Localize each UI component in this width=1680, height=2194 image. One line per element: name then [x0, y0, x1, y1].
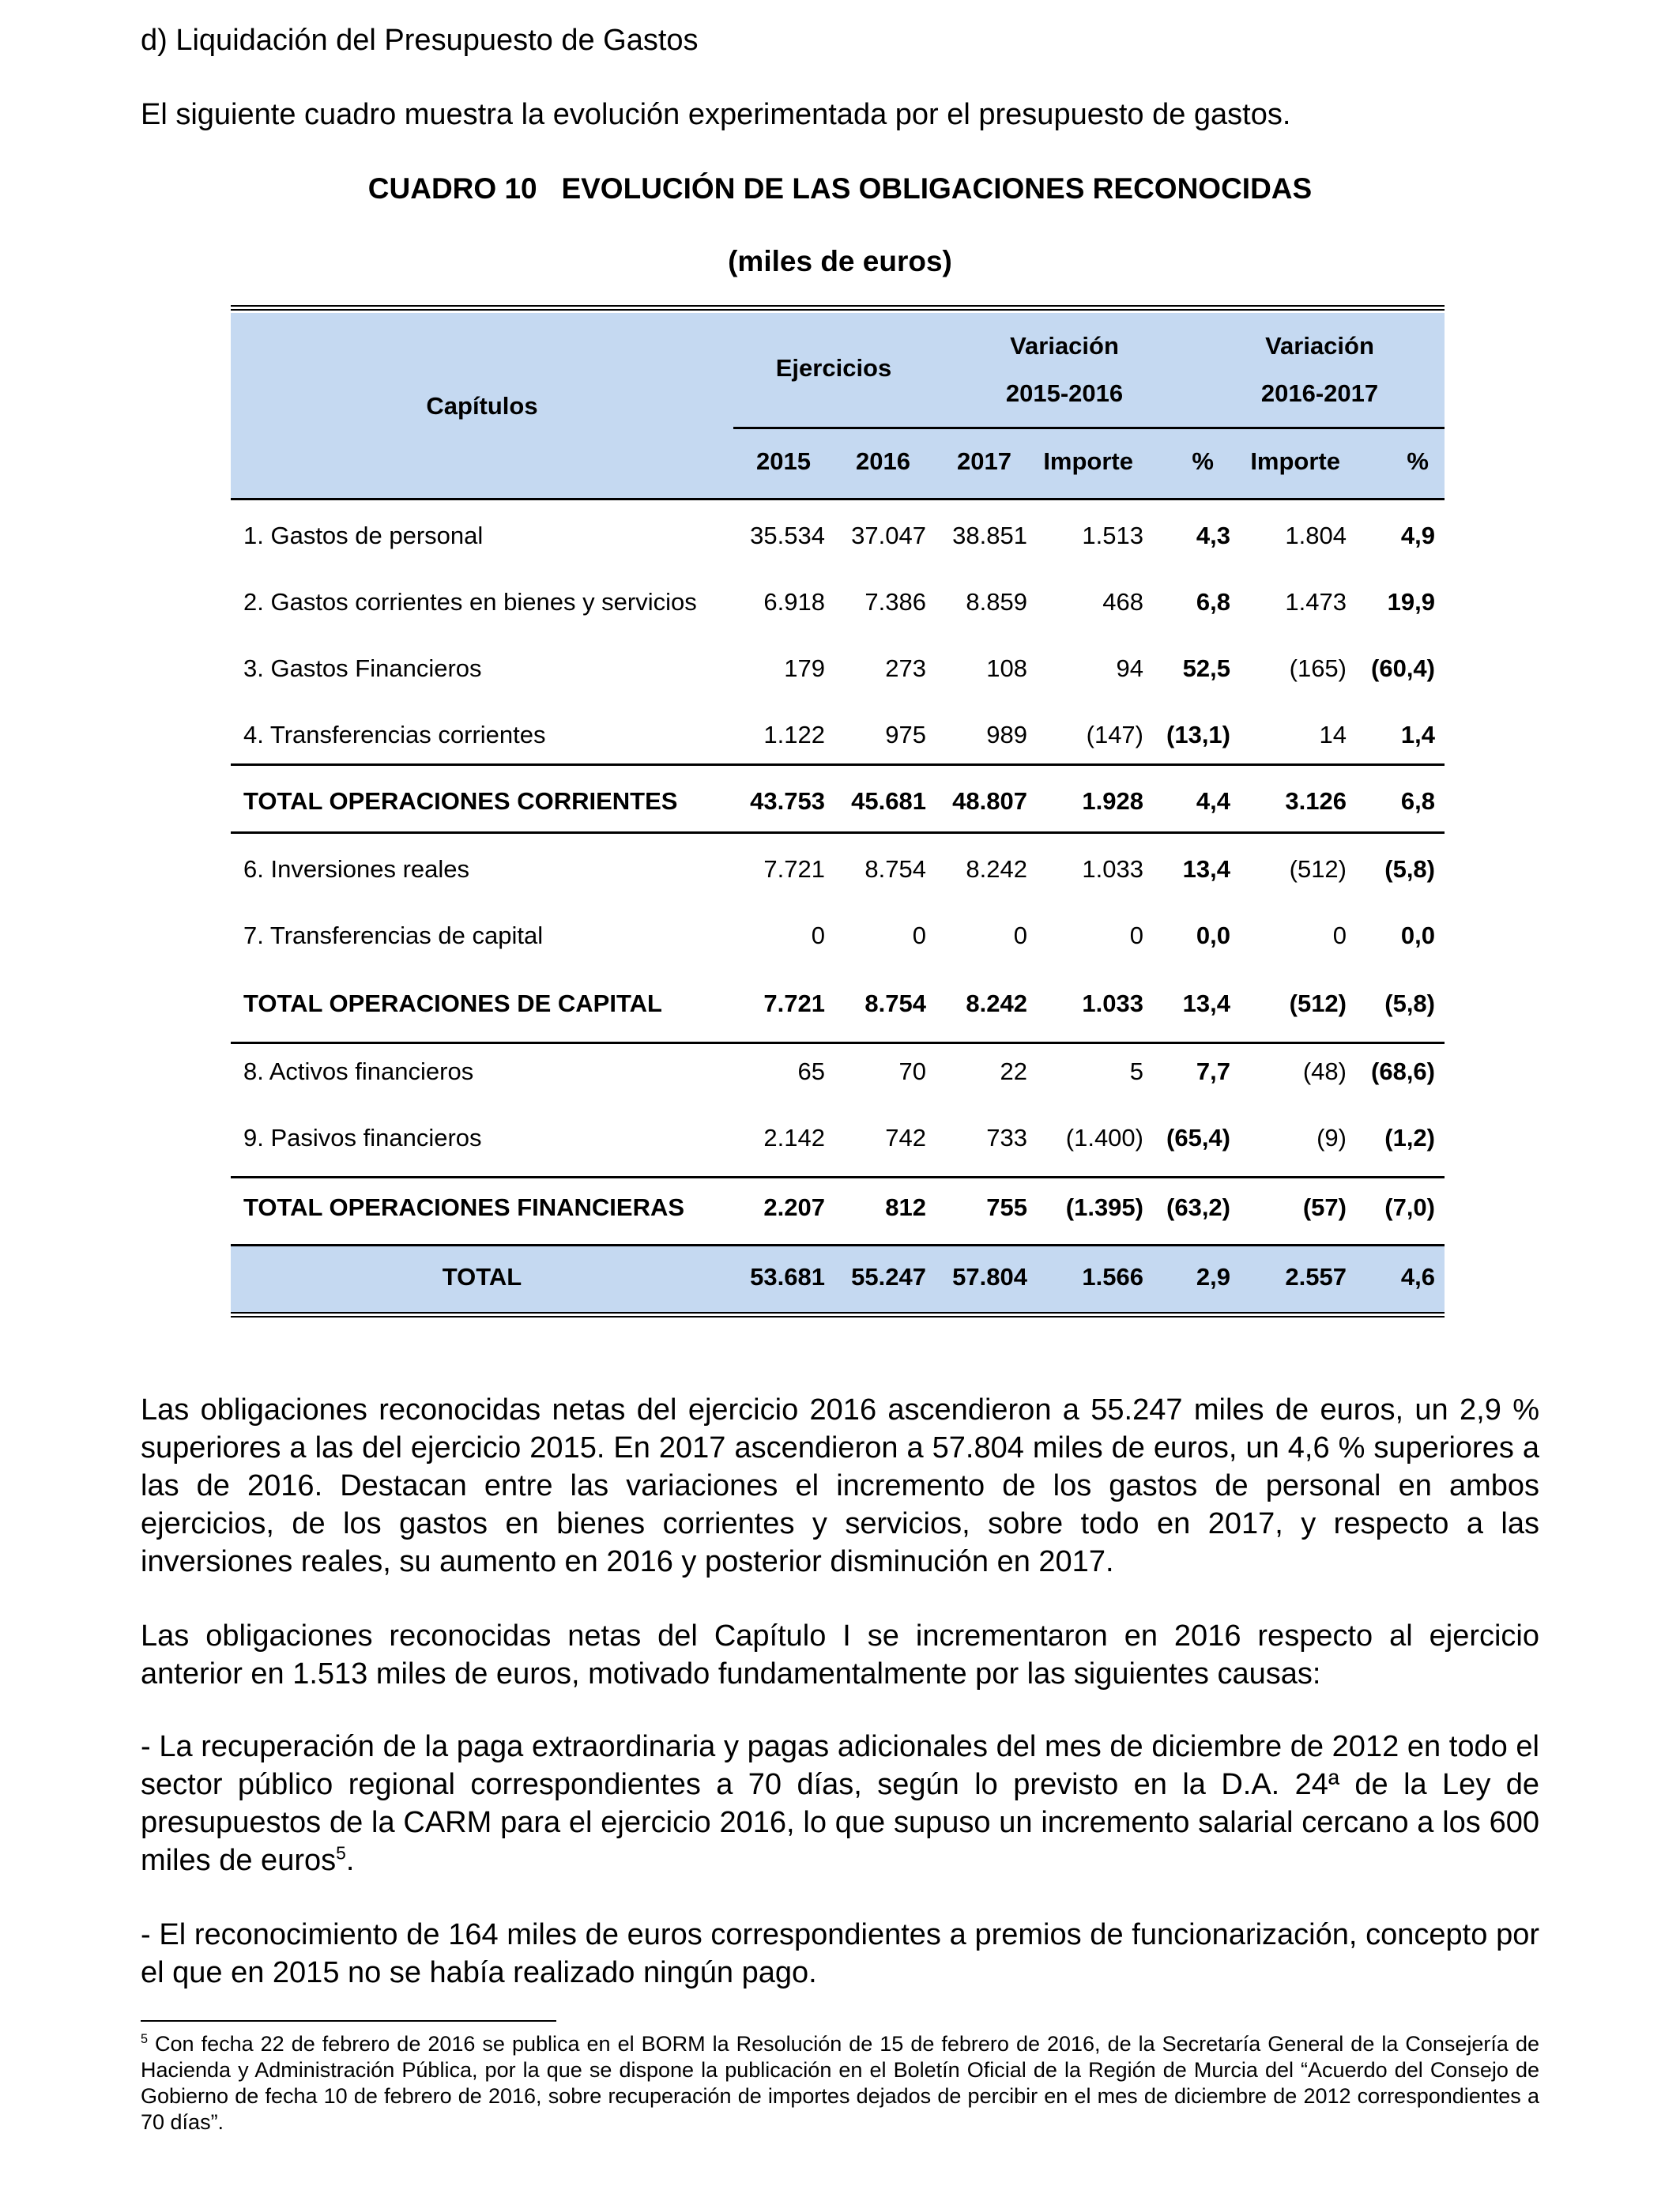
row-label: 7. Transferencias de capital — [243, 922, 544, 949]
row-cell: 733 — [986, 1124, 1027, 1152]
row-cell: 975 — [885, 721, 926, 748]
row-cell: 0,0 — [1196, 922, 1230, 949]
row-cell: 1.513 — [1082, 522, 1143, 549]
header-variacion-1: Variación — [1010, 332, 1119, 360]
row-cell: (60,4) — [1371, 654, 1435, 682]
table-row — [231, 912, 1445, 959]
header-variacion-2: Variación — [1265, 332, 1374, 360]
table-row — [231, 1253, 1445, 1301]
row-cell: 13,4 — [1182, 990, 1230, 1017]
footnote-reference: 5 — [336, 1842, 346, 1864]
row-cell: (147) — [1086, 721, 1143, 748]
row-cell: 7,7 — [1196, 1057, 1230, 1085]
row-cell: 0 — [1332, 922, 1347, 949]
row-cell: 8.242 — [966, 990, 1027, 1017]
row-cell: 8.754 — [864, 990, 926, 1017]
row-cell: (165) — [1289, 654, 1347, 682]
obligations-table — [231, 305, 1445, 1325]
row-cell: 2.207 — [763, 1193, 825, 1221]
row-cell: 48.807 — [952, 787, 1027, 815]
row-cell: 94 — [1116, 654, 1143, 682]
row-cell: 8.754 — [864, 855, 926, 883]
table-bottom-rule — [231, 1312, 1445, 1318]
row-label: TOTAL OPERACIONES FINANCIERAS — [243, 1193, 685, 1221]
row-cell: 0 — [912, 922, 926, 949]
row-cell: 0 — [1013, 922, 1027, 949]
table-row — [231, 1114, 1445, 1162]
row-cell: 1.033 — [1082, 990, 1143, 1017]
row-cell: 1.804 — [1285, 522, 1347, 549]
row-cell: (1.395) — [1065, 1193, 1143, 1221]
section-heading: d) Liquidación del Presupuesto de Gastos — [141, 24, 699, 57]
header-col-2016: 2016 — [856, 447, 910, 475]
row-cell: 3.126 — [1285, 787, 1347, 815]
row-cell: 6,8 — [1400, 787, 1435, 815]
row-cell: 65 — [797, 1057, 825, 1085]
row-cell: 4,6 — [1400, 1263, 1435, 1291]
row-cell: (512) — [1289, 990, 1347, 1017]
row-cell: 4,9 — [1400, 522, 1435, 549]
header-ejercicios: Ejercicios — [775, 354, 892, 382]
row-label: 3. Gastos Financieros — [243, 654, 482, 682]
table-row — [231, 846, 1445, 893]
row-cell: (9) — [1317, 1124, 1347, 1152]
row-cell: 8.859 — [966, 588, 1027, 616]
row-cell: 1.033 — [1082, 855, 1143, 883]
row-cell: 742 — [885, 1124, 926, 1152]
row-label: TOTAL — [442, 1263, 522, 1291]
row-cell: (7,0) — [1384, 1193, 1435, 1221]
row-label: 4. Transferencias corrientes — [243, 721, 546, 748]
table-row — [231, 512, 1445, 560]
row-cell: 37.047 — [851, 522, 926, 549]
row-cell: 108 — [986, 654, 1027, 682]
row-cell: 0 — [811, 922, 825, 949]
paragraph-4 — [141, 1916, 1539, 1992]
row-cell: 1.473 — [1285, 588, 1347, 616]
row-cell: 57.804 — [952, 1263, 1027, 1291]
header-col-2015: 2015 — [756, 447, 811, 475]
row-cell: (57) — [1302, 1193, 1347, 1221]
header-col-importe-2: Importe — [1250, 447, 1340, 475]
row-cell: 14 — [1319, 721, 1347, 748]
paragraph-2-text: Las obligaciones reconocidas netas del Capítulo I se incrementaron en 2016 respecto al ejercicio anterior en 1.513 miles de euros, motivado fundamentalmente por las siguientes causas: — [141, 1619, 1539, 1691]
header-sub-rule — [733, 427, 1445, 429]
row-cell: 0,0 — [1400, 922, 1435, 949]
header-col-2017: 2017 — [957, 447, 1011, 475]
row-cell: (13,1) — [1166, 721, 1230, 748]
rule-capital — [231, 1042, 1445, 1044]
rule-before-total — [231, 1244, 1445, 1246]
row-cell: 22 — [1000, 1057, 1027, 1085]
row-label: 8. Activos financieros — [243, 1057, 474, 1085]
row-cell: 2.142 — [763, 1124, 825, 1152]
row-cell: 70 — [898, 1057, 926, 1085]
row-label: 1. Gastos de personal — [243, 522, 484, 549]
row-label: TOTAL OPERACIONES DE CAPITAL — [243, 990, 662, 1017]
paragraph-2 — [141, 1617, 1539, 1693]
row-cell: 2,9 — [1196, 1263, 1230, 1291]
row-cell: 4,3 — [1196, 522, 1230, 549]
row-cell: 6,8 — [1196, 588, 1230, 616]
table-units: (miles de euros) — [728, 245, 952, 277]
header-period-2: 2016-2017 — [1260, 379, 1379, 407]
footnote-separator — [141, 2020, 556, 2022]
row-cell: 179 — [784, 654, 825, 682]
row-cell: 13,4 — [1182, 855, 1230, 883]
table-row — [231, 711, 1445, 759]
row-cell: 2.557 — [1285, 1263, 1347, 1291]
row-cell: 45.681 — [851, 787, 926, 815]
row-cell: (1.400) — [1065, 1124, 1143, 1152]
row-cell: 1.566 — [1082, 1263, 1143, 1291]
row-cell: 19,9 — [1387, 588, 1435, 616]
row-cell: 52,5 — [1182, 654, 1230, 682]
header-bottom-rule — [231, 498, 1445, 500]
footnote — [141, 2031, 1539, 2136]
row-cell: 0 — [1129, 922, 1143, 949]
row-cell: 55.247 — [851, 1263, 926, 1291]
row-cell: 468 — [1102, 588, 1143, 616]
row-cell: (48) — [1302, 1057, 1347, 1085]
row-cell: (63,2) — [1166, 1193, 1230, 1221]
paragraph-1 — [141, 1391, 1539, 1581]
rule-after-corrientes — [231, 763, 1445, 766]
row-cell: (512) — [1289, 855, 1347, 883]
row-cell: 8.242 — [966, 855, 1027, 883]
table-row — [231, 1048, 1445, 1095]
footnote-text: Con fecha 22 de febrero de 2016 se publica en el BORM la Resolución de 15 de febrero de 2016, de la Secretaría General de la Consejería de Hacienda y Administración Pública, por la que se dispone la publicación en el Boletín Oficial de la Región de Murcia del “Acuerdo del Consejo de Gobierno de fecha 10 de febrero de 2016, sobre recuperación de importes dejados de percibir en el mes de diciembre de 2012 correspondientes a 70 días”. — [141, 2032, 1539, 2134]
row-cell: 43.753 — [750, 787, 825, 815]
row-cell: 1,4 — [1400, 721, 1435, 748]
table-row — [231, 1184, 1445, 1231]
header-col-pct-1: % — [1192, 447, 1214, 475]
table-row — [231, 778, 1445, 825]
row-cell: 7.386 — [864, 588, 926, 616]
paragraph-3-end: . — [345, 1844, 355, 1877]
row-cell: (65,4) — [1166, 1124, 1230, 1152]
table-top-rule — [231, 305, 1445, 311]
row-cell: (5,8) — [1384, 990, 1435, 1017]
rule-financieras — [231, 1176, 1445, 1178]
intro-sentence: El siguiente cuadro muestra la evolución experimentada por el presupuesto de gastos. — [141, 98, 1291, 131]
row-cell: 1.928 — [1082, 787, 1143, 815]
row-label: 9. Pasivos financieros — [243, 1124, 482, 1152]
row-label: 2. Gastos corrientes en bienes y servicios — [243, 588, 697, 616]
header-col-pct-2: % — [1407, 447, 1429, 475]
row-cell: 4,4 — [1196, 787, 1230, 815]
row-cell: 38.851 — [952, 522, 1027, 549]
row-cell: 53.681 — [750, 1263, 825, 1291]
footnote-number: 5 — [141, 2032, 149, 2046]
table-title: CUADRO 10 EVOLUCIÓN DE LAS OBLIGACIONES RECONOCIDAS — [367, 172, 1313, 205]
row-cell: 6.918 — [763, 588, 825, 616]
row-label: TOTAL OPERACIONES CORRIENTES — [243, 787, 678, 815]
row-cell: 1.122 — [763, 721, 825, 748]
row-cell: (68,6) — [1371, 1057, 1435, 1085]
row-cell: 812 — [885, 1193, 926, 1221]
header-period-1: 2015-2016 — [1005, 379, 1124, 407]
paragraph-3 — [141, 1728, 1539, 1879]
row-cell: 273 — [885, 654, 926, 682]
table-row — [231, 980, 1445, 1027]
row-cell: 7.721 — [763, 990, 825, 1017]
paragraph-3-text: - La recuperación de la paga extraordinaria y pagas adicionales del mes de diciembre de 2012 en todo el sector público regional correspondientes a 70 días, según lo previsto en la D.A. 24ª de la Ley de presupuestos de la CARM para el ejercicio 2016, lo que supuso un incremento salarial cercano a los 600 miles de euros — [141, 1730, 1539, 1877]
row-cell: (5,8) — [1384, 855, 1435, 883]
paragraph-1-text: Las obligaciones reconocidas netas del ejercicio 2016 ascendieron a 55.247 miles de euros, un 2,9 % superiores a las del ejercicio 2015. En 2017 ascendieron a 57.804 miles de euros, un 4,6 % superiores a las de 2016. Destacan entre las variaciones el incremento de los gastos de personal en ambos ejercicios, de los gastos en bienes corrientes y servicios, sobre todo en 2017, y respecto a las inversiones reales, su aumento en 2016 y posterior disminución en 2017. — [141, 1393, 1539, 1578]
row-cell: (1,2) — [1384, 1124, 1435, 1152]
table-row — [231, 645, 1445, 692]
row-cell: 989 — [986, 721, 1027, 748]
header-col-importe-1: Importe — [1043, 447, 1133, 475]
row-cell: 5 — [1129, 1057, 1143, 1085]
paragraph-4-text: - El reconocimiento de 164 miles de euros correspondientes a premios de funcionarización, concepto por el que en 2015 no se había realizado ningún pago. — [141, 1918, 1539, 1989]
row-cell: 755 — [986, 1193, 1027, 1221]
row-cell: 35.534 — [750, 522, 825, 549]
row-cell: 7.721 — [763, 855, 825, 883]
table-row — [231, 579, 1445, 626]
row-label: 6. Inversiones reales — [243, 855, 470, 883]
header-capitulos: Capítulos — [426, 392, 538, 420]
rule-before-corrientes-total-end — [231, 831, 1445, 834]
